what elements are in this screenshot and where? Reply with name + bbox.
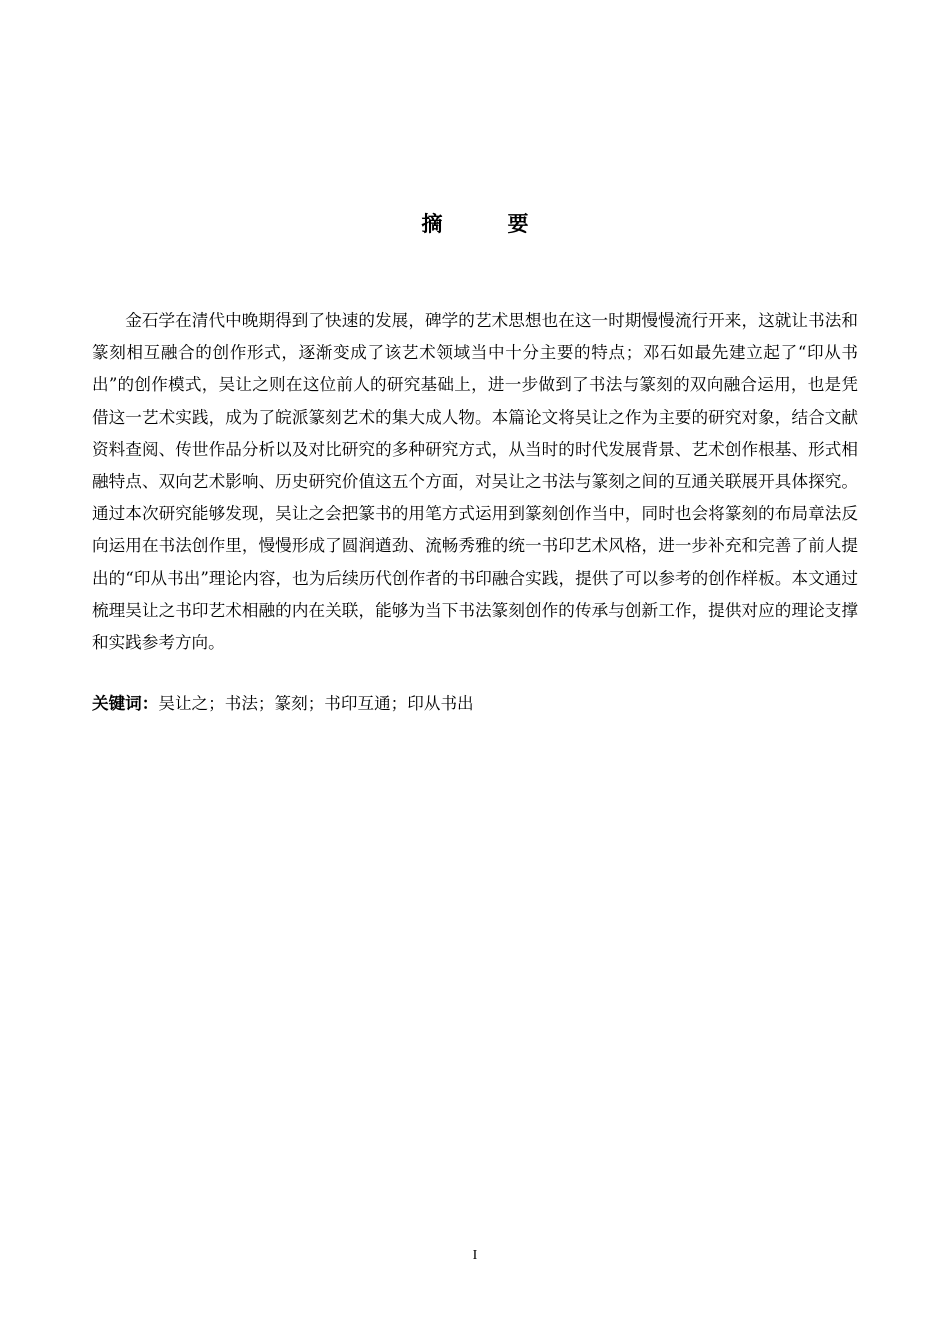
keywords-line [92, 689, 858, 719]
page-number: I [472, 1248, 478, 1263]
keywords-label: 关键词： [92, 694, 159, 713]
keywords-list: 吴让之；书法；篆刻；书印互通；印从书出 [158, 694, 474, 713]
abstract-title: 摘 要 [421, 212, 551, 236]
abstract-body: 金石学在清代中晚期得到了快速的发展，碑学的艺术思想也在这一时期慢慢流行开来，这就让书法和篆刻相互融合的创作形式，逐渐变成了该艺术领域当中十分主要的特点；邓石如最先建立起了“印从书出”的创作模式，吴让之则在这位前人的研究基础上，进一步做到了书法与篆刻的双向融合运用，也是凭借这一艺术实践，成为了皖派篆刻艺术的集大成人物。本篇论文将吴让之作为主要的研究对象，结合文献资料查阅、传世作品分析以及对比研究的多种研究方式，从当时的时代发展背景、艺术创作根基、形式相融特点、双向艺术影响、历史研究价值这五个方面，对吴让之书法与篆刻之间的互通关联展开具体探究。通过本次研究能够发现，吴让之会把篆书的用笔方式运用到篆刻创作当中，同时也会将篆刻的布局章法反向运用在书法创作里，慢慢形成了圆润遒劲、流畅秀雅的统一书印艺术风格，进一步补充和完善了前人提出的“印从书出”理论内容，也为后续历代创作者的书印融合实践，提供了可以参考的创作样板。本文通过梳理吴让之书印艺术相融的内在关联，能够为当下书法篆刻创作的传承与创新工作，提供对应的理论支撑和实践参考方向。 [92, 311, 858, 653]
